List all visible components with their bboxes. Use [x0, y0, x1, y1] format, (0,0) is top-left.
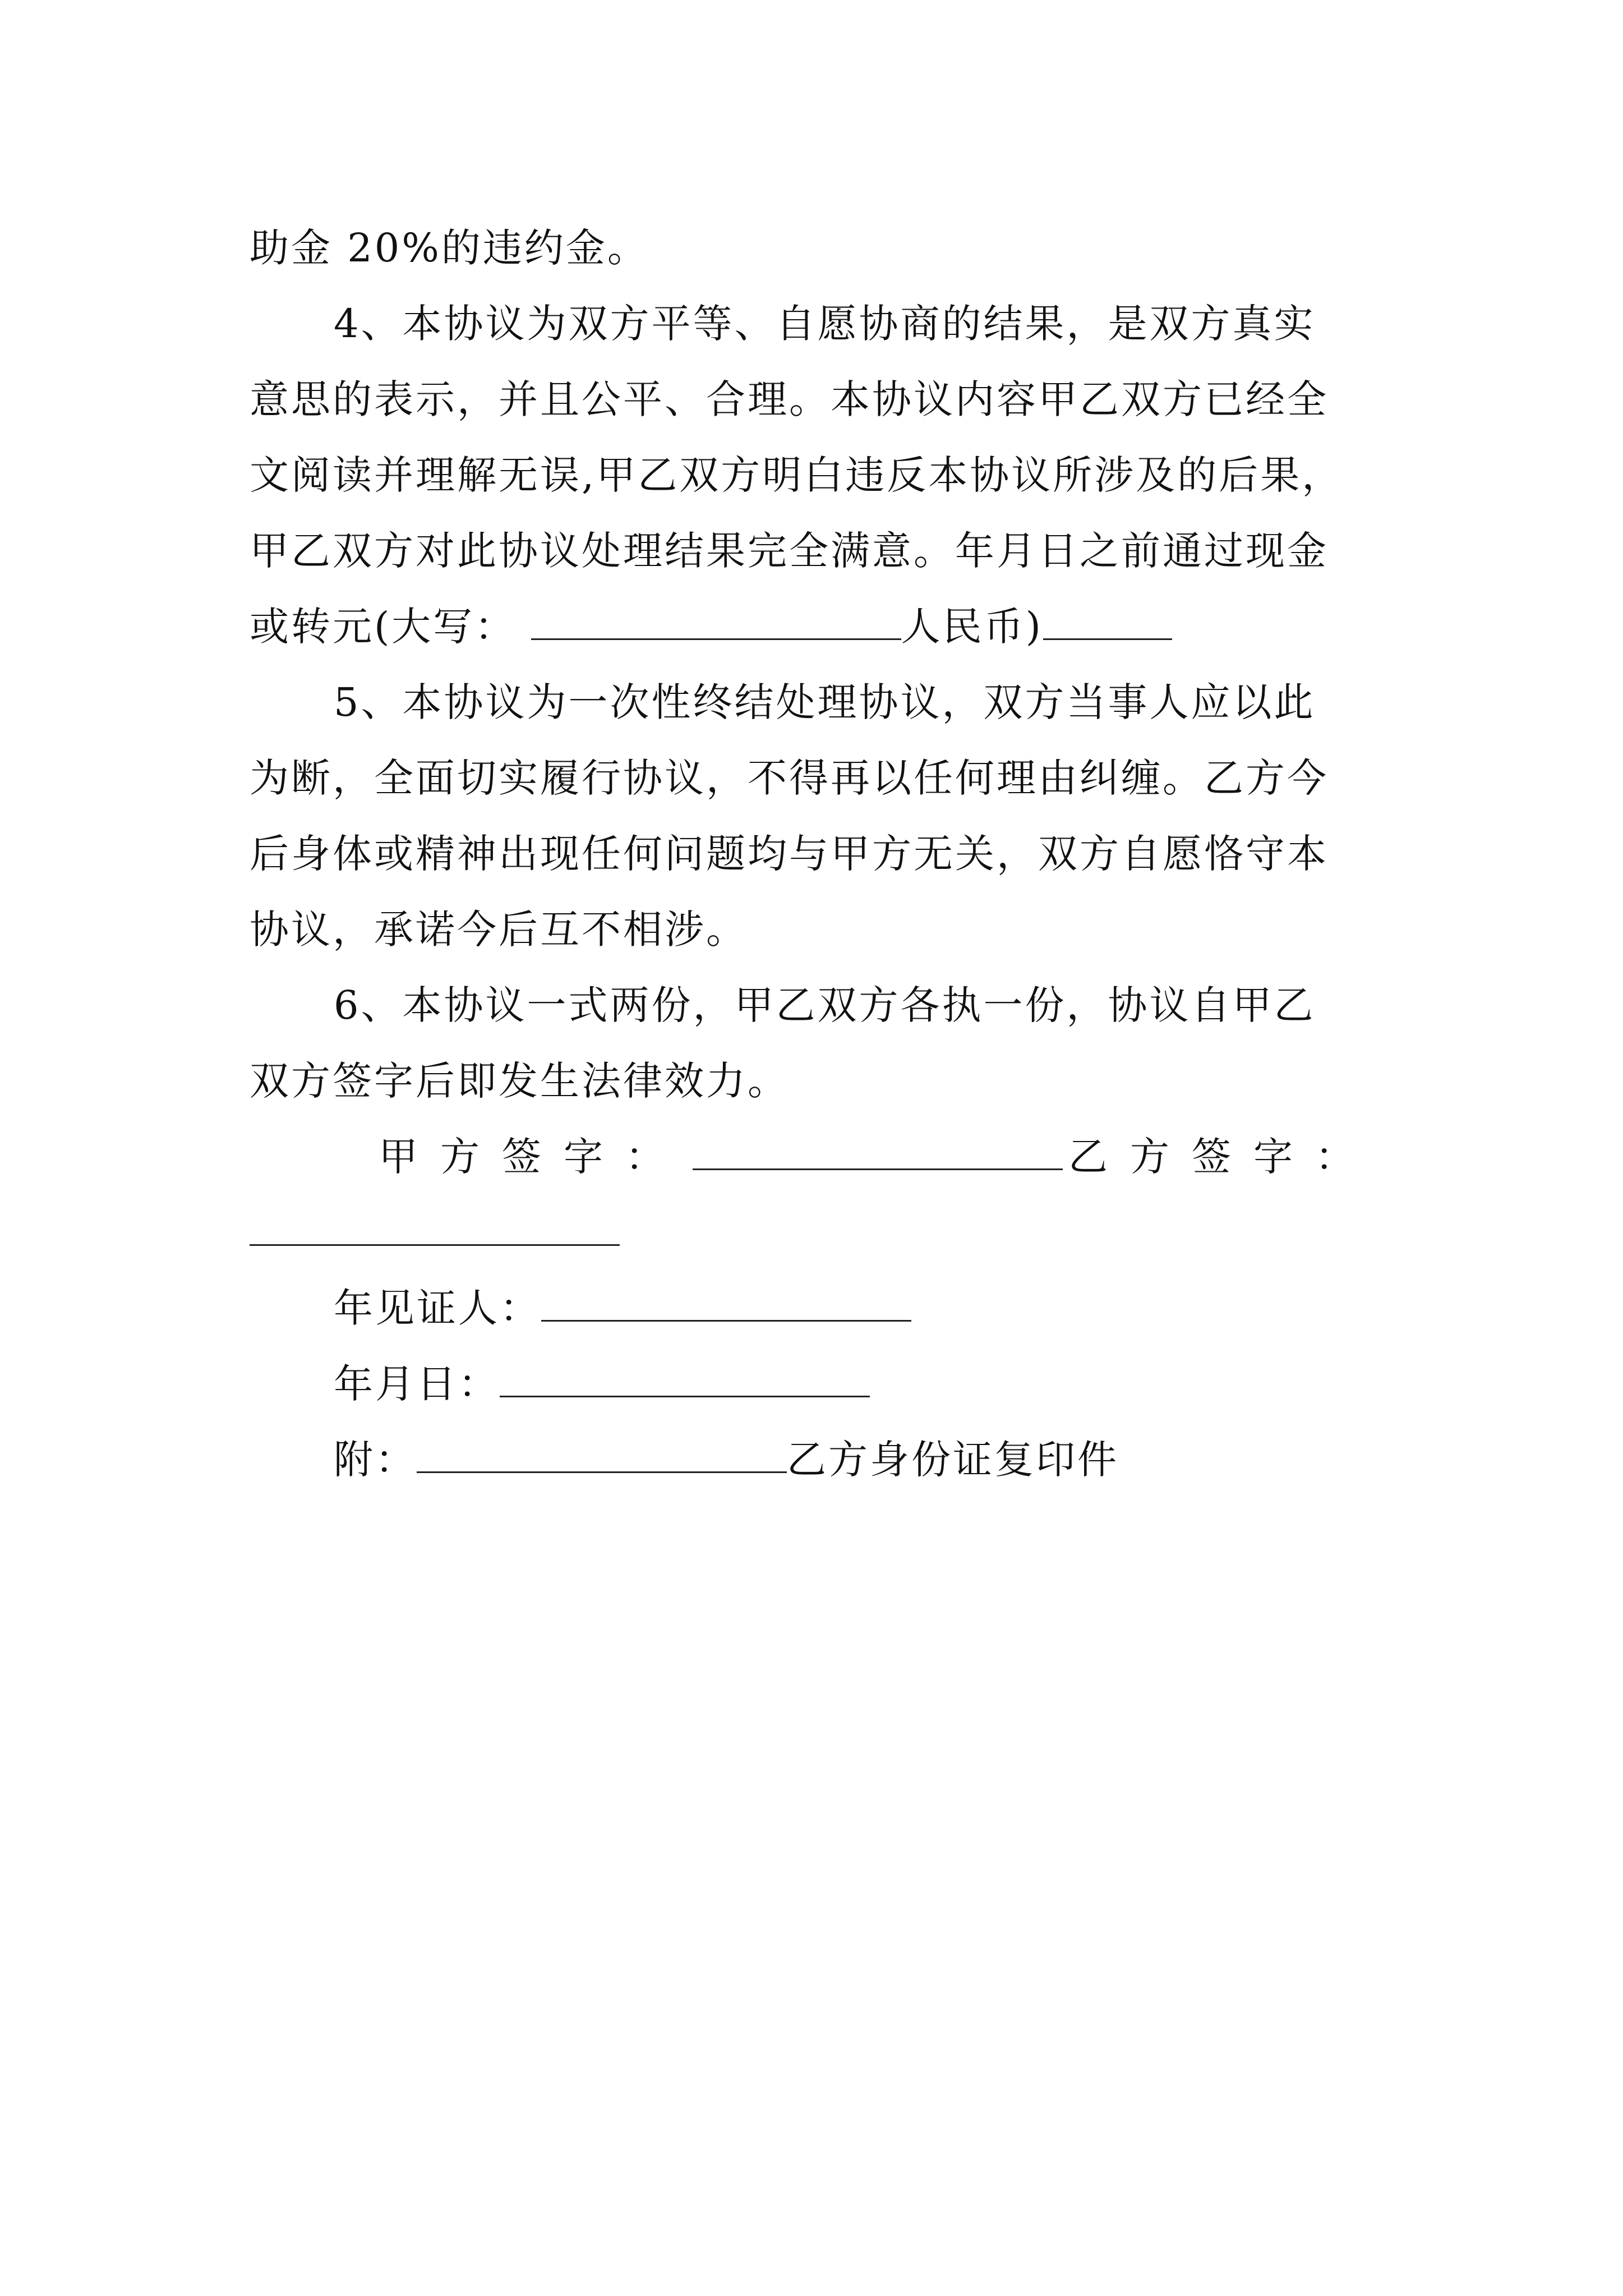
party-a-signature-blank[interactable]: [693, 1129, 1063, 1170]
clause-4-line-1: 4、本协议为双方平等、自愿协商的结果，是双方真实: [334, 301, 1316, 347]
attachment-text: 乙方身份证复印件: [787, 1437, 1119, 1483]
date-label: 年月日：: [334, 1361, 500, 1407]
date-line: [250, 1346, 1377, 1422]
clause-6-line-1: 6、本协议一式两份，甲乙双方各执一份，协议自甲乙: [334, 982, 1316, 1028]
witness-line: [250, 1271, 1377, 1346]
party-b-signature-line: [250, 1195, 1377, 1271]
agreement-body: [250, 210, 1377, 1498]
clause-5-line-2: 为断，全面切实履行协议，不得再以任何理由纠缠。乙方今: [250, 755, 1329, 801]
witness-blank[interactable]: [541, 1281, 911, 1322]
date-blank[interactable]: [500, 1356, 870, 1397]
attachment-blank[interactable]: [417, 1432, 787, 1473]
clause-4-line-4: 甲乙双方对此协议处理结果完全满意。年月日之前通过现金: [250, 528, 1329, 574]
clause-5-line-4: 协议，承诺今后互不相涉。: [250, 907, 748, 953]
penalty-line: 助金 20%的违约金。: [250, 225, 649, 271]
amount-figure-blank[interactable]: [1043, 599, 1172, 640]
currency-label: 人民币): [901, 604, 1043, 650]
party-b-signature-blank[interactable]: [250, 1205, 620, 1246]
party-b-signature-label: 乙方签字：: [1068, 1134, 1377, 1180]
attachment-line: [250, 1422, 1377, 1498]
clause-4-line-2: 意思的表示，并且公平、合理。本协议内容甲乙双方已经全: [250, 376, 1329, 422]
witness-label: 年见证人：: [334, 1285, 541, 1331]
signature-row: [250, 1119, 1377, 1195]
clause-4-line-5: [250, 589, 1377, 665]
amount-prefix: 或转元(大写：: [250, 604, 517, 650]
amount-blank[interactable]: [531, 599, 901, 640]
party-a-signature-label: 甲方签字：: [379, 1134, 687, 1180]
clause-4-line-3: 文阅读并理解无误,甲乙双方明白违反本协议所涉及的后果，: [250, 452, 1344, 498]
clause-5-line-3: 后身体或精神出现任何问题均与甲方无关，双方自愿恪守本: [250, 831, 1329, 877]
clause-6-line-2: 双方签字后即发生法律效力。: [250, 1058, 789, 1104]
attachment-label: 附：: [334, 1437, 417, 1483]
clause-5-line-1: 5、本协议为一次性终结处理协议，双方当事人应以此: [334, 679, 1316, 725]
